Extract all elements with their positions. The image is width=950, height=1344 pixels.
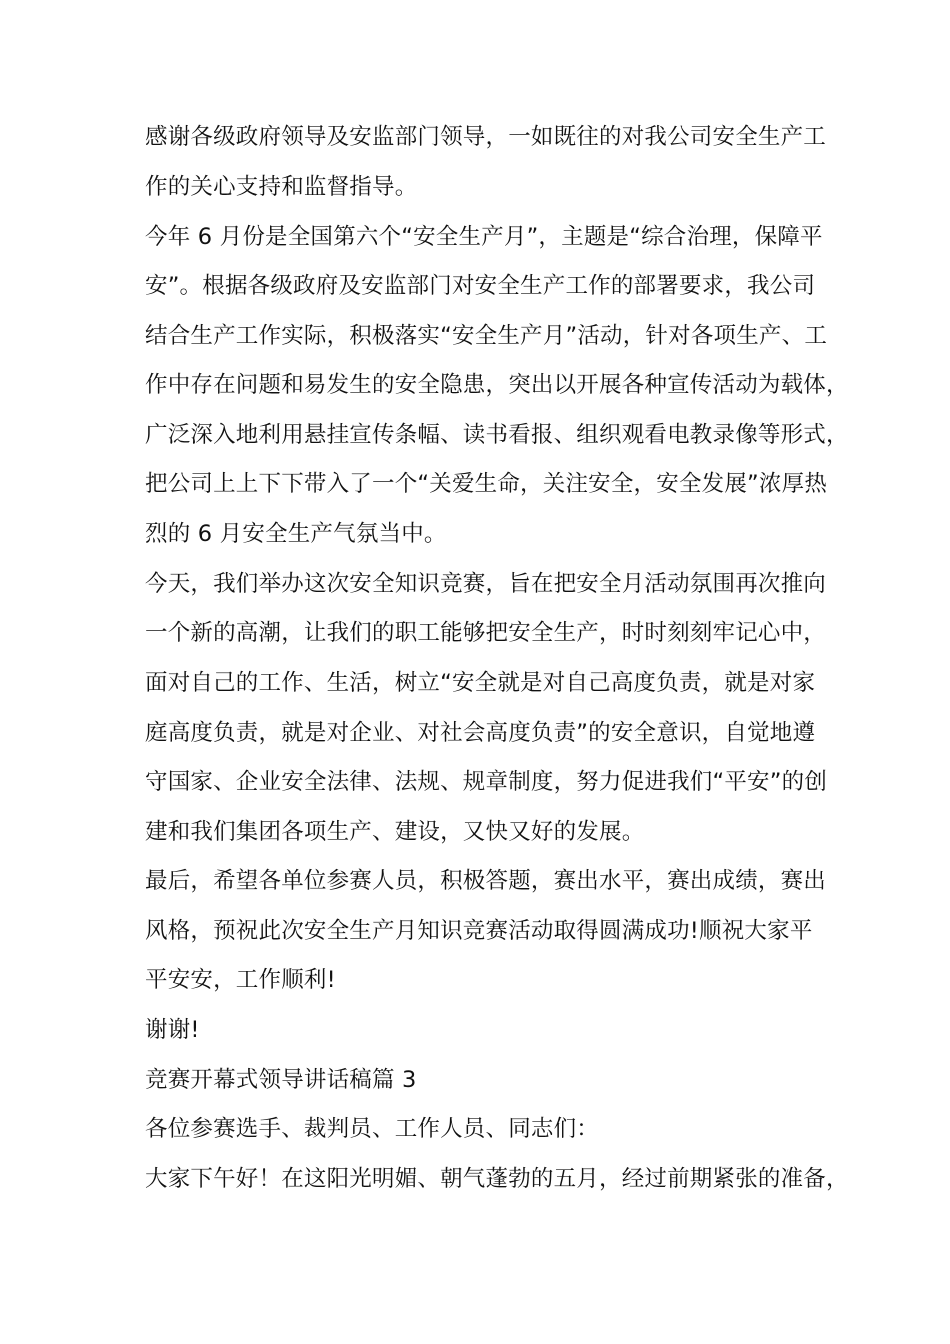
text-line: 结合生产工作实际，积极落实“安全生产月”活动，针对各项生产、工 <box>145 323 828 349</box>
text-line: 一个新的高潮，让我们的职工能够把安全生产，时时刻刻牢记心中， <box>145 620 827 646</box>
text-line: 把公司上上下下带入了一个“关爱生命，关注安全，安全发展”浓厚热 <box>145 471 828 497</box>
text-line: 庭高度负责，就是对企业、对社会高度负责”的安全意识，自觉地遵 <box>145 720 816 746</box>
text-line: 今天，我们举办这次安全知识竞赛，旨在把安全月活动氛围再次推向 <box>145 571 827 597</box>
text-line: 作中存在问题和易发生的安全隐患，突出以开展各种宣传活动为载体， <box>145 372 849 398</box>
text-line: 风格，预祝此次安全生产月知识竞赛活动取得圆满成功!顺祝大家平 <box>145 918 813 944</box>
text-line: 作的关心支持和监督指导。 <box>145 174 418 200</box>
text-line: 平安安，工作顺利! <box>145 967 336 993</box>
text-line: 安”。根据各级政府及安监部门对安全生产工作的部署要求，我公司 <box>145 273 816 299</box>
text-line: 最后，希望各单位参赛人员，积极答题，赛出水平，赛出成绩，赛出 <box>145 868 827 894</box>
section-heading: 竞赛开幕式领导讲话稿篇 3 <box>145 1067 417 1093</box>
text-line: 广泛深入地利用悬挂宣传条幅、读书看报、组织观看电教录像等形式， <box>145 422 849 448</box>
text-line: 感谢各级政府领导及安监部门领导，一如既往的对我公司安全生产工 <box>145 124 827 150</box>
text-line: 今年 6 月份是全国第六个“安全生产月”，主题是“综合治理，保障平 <box>145 224 823 250</box>
text-line: 面对自己的工作、生活，树立“安全就是对自己高度负责，就是对家 <box>145 670 816 696</box>
text-line: 建和我们集团各项生产、建设，又快又好的发展。 <box>145 819 645 845</box>
text-line: 烈的 6 月安全生产气氛当中。 <box>145 521 447 547</box>
text-line: 大家下午好！在这阳光明媚、朝气蓬勃的五月，经过前期紧张的准备， <box>145 1166 849 1192</box>
text-line: 守国家、企业安全法律、法规、规章制度，努力促进我们“平安”的创 <box>145 769 828 795</box>
text-line: 谢谢! <box>145 1017 200 1043</box>
text-line: 各位参赛选手、裁判员、工作人员、同志们： <box>145 1116 600 1142</box>
